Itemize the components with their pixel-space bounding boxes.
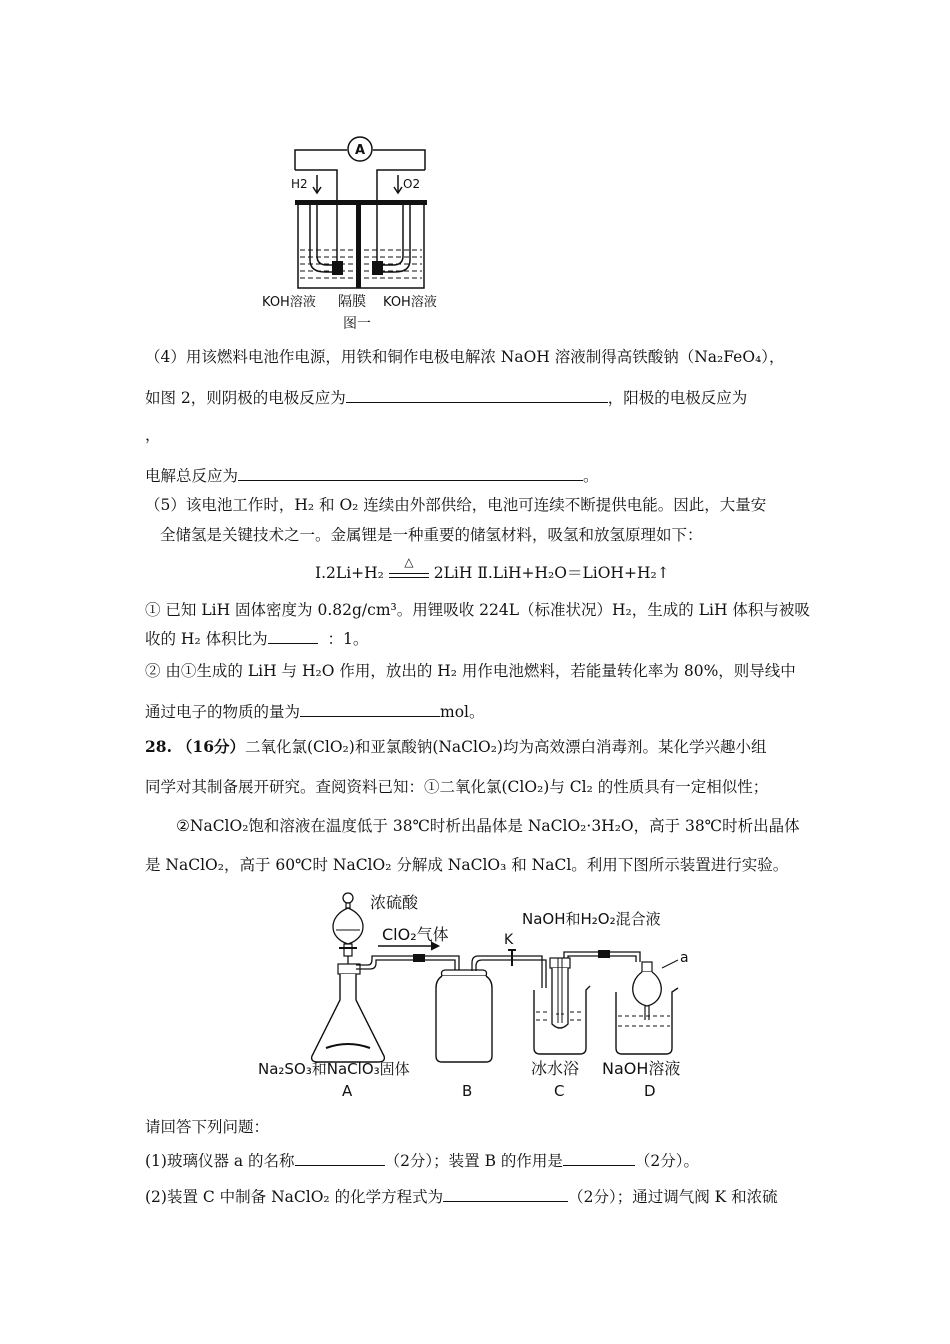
- label-C: C: [554, 1082, 565, 1100]
- naoh-label: NaOH溶液: [602, 1059, 681, 1078]
- svg-text:A: A: [354, 143, 366, 158]
- q5-equation: Ⅰ.2Li+H₂ △ 2LiH Ⅱ.LiH+H₂O＝LiOH+H₂↑: [315, 555, 670, 582]
- label-B: B: [462, 1082, 473, 1100]
- q28-line3: ②NaClO₂饱和溶液在温度低于 38℃时析出晶体是 NaClO₂·3H₂O，高于 38℃时析出晶体: [176, 817, 800, 835]
- ice-label: 冰水浴: [531, 1059, 580, 1078]
- blank-total[interactable]: [238, 465, 583, 481]
- label-A: A: [342, 1082, 353, 1100]
- blank-instrument-a[interactable]: [295, 1150, 385, 1166]
- h2-label: H2: [291, 177, 308, 191]
- label-D: D: [644, 1082, 656, 1100]
- question-1: (1)玻璃仪器 a 的名称 （2分）；装置 B 的作用是 （2分）。: [145, 1152, 700, 1170]
- solid-label: Na₂SO₃和NaClO₃固体: [258, 1060, 410, 1078]
- blank-equation-c[interactable]: [443, 1186, 568, 1202]
- a-label: a: [680, 950, 689, 966]
- q5-sub1-line1: ① 已知 LiH 固体密度为 0.82g/cm³。用锂吸收 224L（标准状况）H₂，生成的 LiH 体积与被吸: [145, 601, 810, 619]
- left-solution-label: KOH溶液: [262, 295, 316, 310]
- valve-label: K: [504, 932, 514, 948]
- q4-line4: 电解总反应为 。: [145, 467, 599, 485]
- acid-label: 浓硫酸: [370, 893, 419, 912]
- membrane-label: 隔膜: [338, 294, 366, 310]
- stopper-icon: [343, 893, 353, 903]
- blank-device-b-role[interactable]: [563, 1150, 635, 1166]
- blank-cathode[interactable]: [346, 387, 608, 403]
- fuel-cell-diagram: [255, 130, 470, 345]
- mix-label: NaOH和H₂O₂混合液: [522, 910, 661, 928]
- q5-sub1-line2: 收的 H₂ 体积比为 ：1。: [145, 630, 369, 648]
- gas-label: ClO₂气体: [382, 925, 449, 944]
- q5-line1: （5）该电池工作时，H₂ 和 O₂ 连续由外部供给，电池可连续不断提供电能。因此，大量安: [145, 496, 767, 514]
- membrane: [356, 205, 361, 288]
- figure1-caption: 图一: [343, 316, 371, 332]
- right-solution-label: KOH溶液: [383, 295, 437, 310]
- q5-line2: 全储氢是关键技术之一。金属锂是一种重要的储氢材料，吸氢和放氢原理如下：: [160, 526, 703, 544]
- apparatus-diagram: [250, 888, 705, 1103]
- q4-line2: 如图 2，则阴极的电极反应为 ，阳极的电极反应为: [145, 389, 748, 407]
- blank-electrons[interactable]: [300, 701, 440, 717]
- q28-line2: 同学对其制备展开研究。查阅资料已知：①二氧化氯(ClO₂)与 Cl₂ 的性质具有一定相似性；: [145, 778, 769, 796]
- q28-line1: 28. （16分）二氧化氯(ClO₂)和亚氯酸钠(NaClO₂)均为高效漂白消毒剂。某化学兴趣小组: [145, 737, 767, 756]
- heat-condition: △: [389, 565, 429, 584]
- q4-line3: ，: [145, 426, 161, 444]
- question-2: (2)装置 C 中制备 NaClO₂ 的化学方程式为 （2分）；通过调气阀 K 和浓硫: [145, 1188, 778, 1206]
- blank-volume-ratio[interactable]: [268, 628, 318, 644]
- q4-line1: （4）用该燃料电池作电源，用铁和铜作电极电解浓 NaOH 溶液制得高铁酸钠（Na₂FeO₄），: [145, 348, 785, 366]
- o2-label: O2: [403, 177, 421, 191]
- q5-sub2-line1: ② 由①生成的 LiH 与 H₂O 作用，放出的 H₂ 用作电池燃料，若能量转化率为 80%，则导线中: [145, 662, 796, 680]
- q28-line4: 是 NaClO₂，高于 60℃时 NaClO₂ 分解成 NaClO₃ 和 NaCl。利用下图所示装置进行实验。: [145, 856, 789, 874]
- questions-intro: 请回答下列问题：: [145, 1118, 270, 1136]
- q5-sub2-line2: 通过电子的物质的量为 mol。: [145, 703, 485, 721]
